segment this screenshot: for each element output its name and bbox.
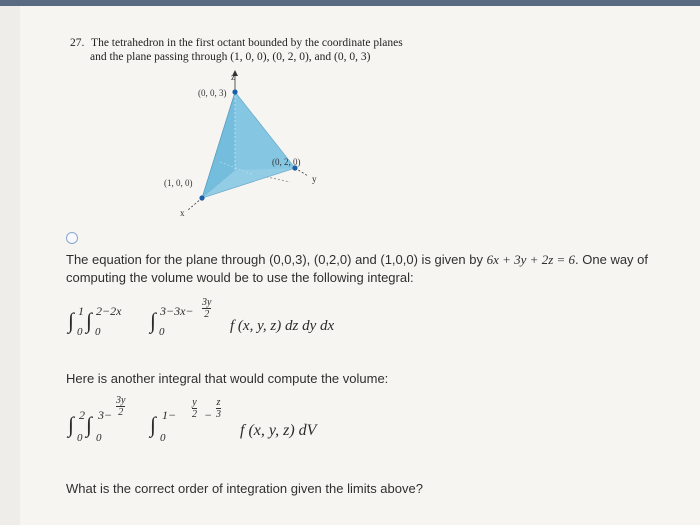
question-text: What is the correct order of integration given the limits above? <box>66 481 423 496</box>
plane-eq-suffix: . One way of <box>575 252 649 267</box>
int2-s3-frac2-num: z <box>216 397 221 408</box>
x-axis-line <box>188 198 202 210</box>
z-axis-label: z <box>231 72 235 82</box>
int2-s3-frac1 <box>192 398 197 419</box>
int1-s1-upper: 1 <box>78 304 84 318</box>
integral-sign-2: ∫ <box>86 308 93 333</box>
integral-sign-1: ∫ <box>68 308 75 333</box>
problem-line-1: The tetrahedron in the first octant bounded by the coordinate planes <box>91 37 403 49</box>
int1-s3-frac-num: 3y <box>202 297 212 308</box>
int1-s3-frac <box>202 298 211 319</box>
int2-s2-frac-num: 3y <box>116 395 126 406</box>
tetrahedron-figure <box>160 70 340 220</box>
integral-sign-3: ∫ <box>150 308 157 333</box>
int2-s3-frac1-num: y <box>192 397 197 408</box>
int2-s1-upper: 2 <box>79 408 85 422</box>
int2-s3-frac1-den: 2 <box>192 409 197 420</box>
plane-eq-prefix: The equation for the plane through (0,0,3), (0,2,0) and (1,0,0) is given by <box>66 252 483 267</box>
int1-s3-frac-den: 2 <box>204 309 210 320</box>
integral-sign-1: ∫ <box>68 412 75 437</box>
int2-s2-upper: 3− <box>98 408 113 422</box>
integral-1 <box>68 296 488 346</box>
plane-eq: 6x + 3y + 2z = 6 <box>486 252 576 267</box>
plane-eq-line2: computing the volume would be to use the following integral: <box>66 270 414 285</box>
integral-2 <box>68 392 488 452</box>
tetrahedron-svg <box>160 70 340 220</box>
another-integral-text: Here is another integral that would compute the volume: <box>66 371 389 386</box>
problem-statement <box>70 36 460 64</box>
int2-s2-lower: 0 <box>96 432 102 444</box>
int2-s3-minus: − <box>204 408 213 422</box>
int2-s3-lower: 0 <box>160 432 166 444</box>
int1-s3-lower: 0 <box>159 326 165 338</box>
int1-s1-lower: 0 <box>77 326 83 338</box>
integral-sign-2: ∫ <box>86 412 93 437</box>
plane-equation-text <box>66 251 691 287</box>
int2-s3-upper: 1− <box>162 408 177 422</box>
problem-number: 27. <box>70 37 85 49</box>
x-axis-label: x <box>180 208 185 218</box>
int1-integrand: f (x, y, z) dz dy dx <box>230 318 335 334</box>
int2-s1-lower: 0 <box>77 432 83 444</box>
point-y-label: (0, 2, 0) <box>272 157 301 167</box>
y-axis-label: y <box>312 174 317 184</box>
point-x-label: (1, 0, 0) <box>164 178 193 188</box>
int1-s3-upper: 3−3x− <box>160 304 194 318</box>
point-x <box>199 195 204 200</box>
int2-s3-frac2 <box>216 398 221 419</box>
point-z <box>232 89 237 94</box>
int1-s2-lower: 0 <box>95 326 101 338</box>
int2-s2-frac-den: 2 <box>118 407 124 418</box>
int2-integrand: f (x, y, z) dV <box>240 422 317 439</box>
problem-line-2: and the plane passing through (1, 0, 0), (0, 2, 0), and (0, 0, 3) <box>90 51 371 63</box>
integral-sign-3: ∫ <box>150 412 157 437</box>
int1-s2-upper: 2−2x <box>96 304 122 318</box>
point-z-label: (0, 0, 3) <box>198 88 227 98</box>
int2-s2-frac <box>116 396 125 417</box>
int2-s3-frac2-den: 3 <box>216 409 221 420</box>
answer-radio-button[interactable] <box>66 232 78 244</box>
